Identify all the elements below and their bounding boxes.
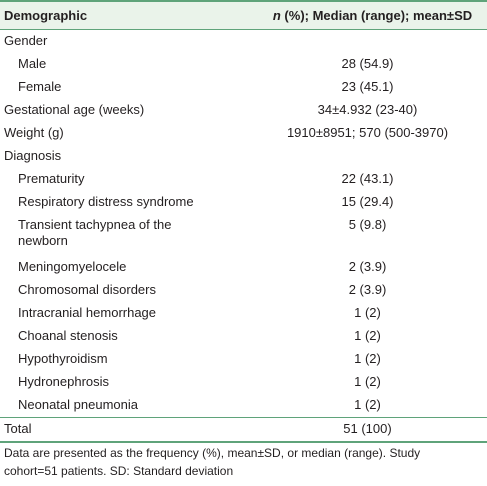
- table-header: [0, 1, 487, 30]
- table-footnote: Data are presented as the frequency (%), mean±SD, or median (range). Study cohort=51 patients. SD: Standard deviation: [4, 446, 421, 478]
- row-label: Total: [0, 418, 248, 443]
- table-row: [0, 191, 487, 214]
- table-row: [0, 53, 487, 76]
- header-row: [0, 1, 487, 30]
- row-value: 1 (2): [354, 305, 381, 320]
- row-label: Transient tachypnea of the newborn: [18, 217, 172, 248]
- row-value: 2 (3.9): [348, 259, 387, 274]
- row-value: [248, 145, 487, 168]
- row-label: Gestational age (weeks): [4, 102, 145, 117]
- row-label: Hypothyroidism: [18, 351, 108, 366]
- table-row: [0, 76, 487, 99]
- row-label: Weight (g): [4, 125, 64, 140]
- table-row: [0, 394, 487, 418]
- row-value: 22 (43.1): [341, 171, 394, 186]
- table-row: [0, 325, 487, 348]
- row-value: 1 (2): [354, 374, 381, 389]
- table-row: [0, 122, 487, 145]
- header-demographic: Demographic: [4, 7, 88, 23]
- row-label: Diagnosis: [4, 148, 62, 163]
- row-label: Female: [18, 79, 62, 94]
- row-value: 2 (3.9): [348, 282, 387, 297]
- table-row: [0, 418, 487, 443]
- table-body: [0, 30, 487, 443]
- row-label: Neonatal pneumonia: [18, 397, 138, 412]
- row-label: Prematurity: [18, 171, 85, 186]
- row-value: 1 (2): [354, 397, 381, 412]
- table-row: [0, 145, 487, 168]
- row-value: 1 (2): [354, 328, 381, 343]
- table-row: [0, 302, 487, 325]
- row-value: 15 (29.4): [341, 194, 394, 209]
- table-row: [0, 99, 487, 122]
- row-label: Meningomyelocele: [18, 259, 127, 274]
- row-value: 28 (54.9): [341, 56, 394, 71]
- table-row: [0, 214, 487, 256]
- row-label: Choanal stenosis: [18, 328, 118, 343]
- table-row: [0, 168, 487, 191]
- header-statistics: [248, 1, 487, 30]
- row-value: [248, 30, 487, 54]
- table-row: [0, 256, 487, 279]
- row-value: 1 (2): [354, 351, 381, 366]
- table-row: [0, 371, 487, 394]
- row-label: Hydronephrosis: [18, 374, 110, 389]
- row-value: 5 (9.8): [348, 217, 387, 232]
- row-value: 1910±8951; 570 (500-3970): [286, 125, 449, 140]
- row-label: Male: [18, 56, 47, 71]
- row-label: Chromosomal disorders: [18, 282, 156, 297]
- row-label: Intracranial hemorrhage: [18, 305, 157, 320]
- table-row: [0, 30, 487, 54]
- row-value: 23 (45.1): [341, 79, 394, 94]
- row-label: Respiratory distress syndrome: [18, 194, 194, 209]
- header-statistics-rest: (%); Median (range); mean±SD: [280, 7, 473, 23]
- row-value: 51 (100): [248, 418, 487, 443]
- row-value: 34±4.932 (23-40): [317, 102, 418, 117]
- table-row: [0, 348, 487, 371]
- header-n-italic: n: [272, 7, 281, 23]
- table-row: [0, 279, 487, 302]
- row-label: Gender: [4, 33, 48, 48]
